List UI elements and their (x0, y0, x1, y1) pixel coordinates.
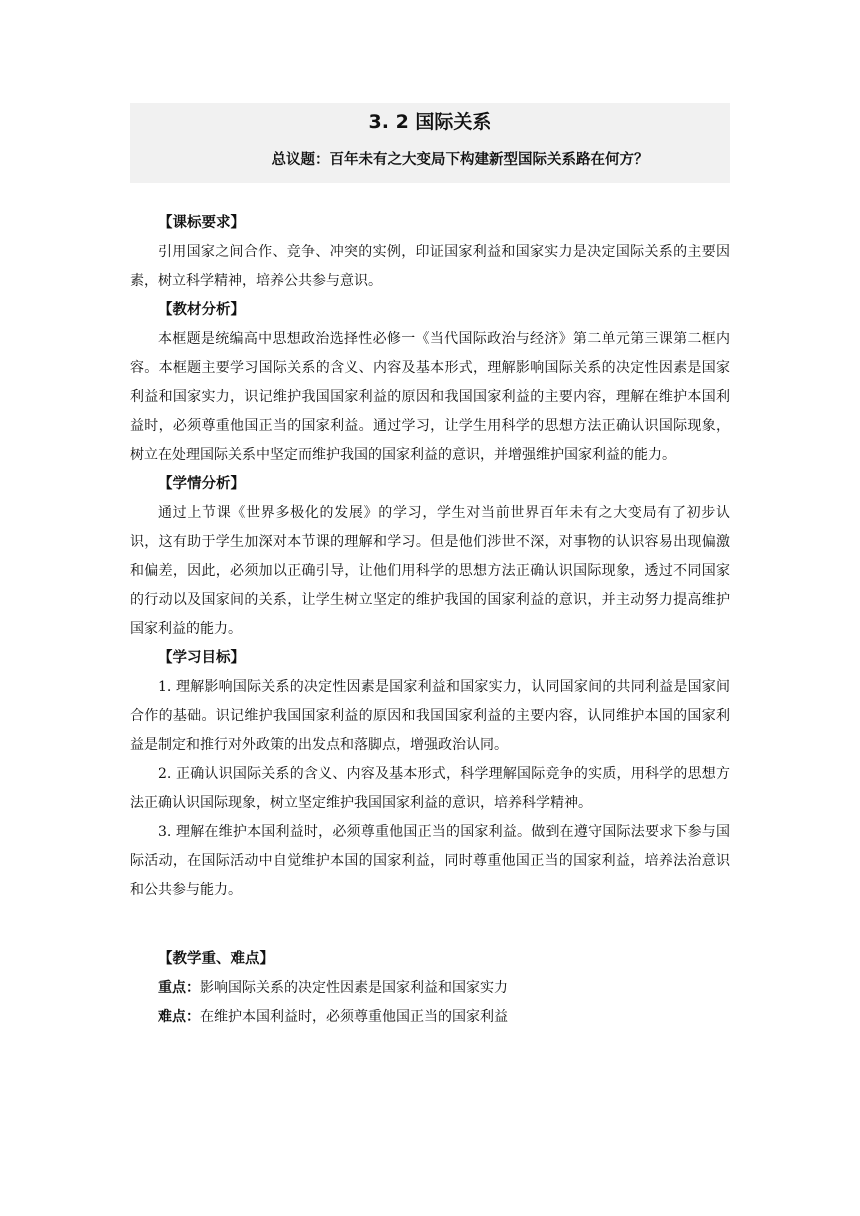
difficult-point-label: 难点： (158, 1009, 200, 1025)
page-subtitle: 总议题：百年未有之大变局下构建新型国际关系路在何方？ (271, 152, 649, 168)
section-heading: 【课标要求】 (158, 215, 245, 231)
title-banner (130, 103, 730, 183)
section-text: 通过上节课《世界多极化的发展》的学习，学生对当前世界百年未有之大变局有了初步认识，这有助于学生加深对本节课的理解和学习。但是他们涉世不深，对事物的认识容易出现偏激和偏差，因此，必须加以正确引导，让他们用科学的思想方法正确认识国际现象，透过不同国家的行动以及国家间的关系，让学生树立坚定的维护我国的国家利益的意识，并主动努力提高维护国家利益的能力。 (130, 505, 730, 637)
section-heading: 【学习目标】 (158, 650, 245, 666)
objective-item: 1. 理解影响国际关系的决定性因素是国家利益和国家实力，认同国家间的共同利益是国家间合作的基础。识记维护我国国家利益的原因和我国国家利益的主要内容，认同维护本国的国家利益是制定和推行对外政策的出发点和落脚点，增强政治认同。 (130, 679, 730, 753)
key-point-text: 影响国际关系的决定性因素是国家利益和国家实力 (200, 980, 508, 996)
section-heading: 【学情分析】 (158, 476, 245, 492)
document-page (130, 103, 730, 1032)
key-point-line (130, 974, 730, 1003)
section-curriculum-requirements (130, 209, 730, 296)
objective-item: 2. 正确认识国际关系的含义、内容及基本形式，科学理解国际竞争的实质，用科学的思想方法正确认识国际现象，树立坚定维护我国国家利益的意识，培养科学精神。 (130, 766, 730, 811)
section-text: 本框题是统编高中思想政治选择性必修一《当代国际政治与经济》第二单元第三课第二框内容。本框题主要学习国际关系的含义、内容及基本形式，理解影响国际关系的决定性因素是国家利益和国家实力，识记维护我国国家利益的原因和我国国家利益的主要内容，理解在维护本国利益时，必须尊重他国正当的国家利益。通过学习，让学生用科学的思想方法正确认识国际现象，树立在处理国际关系中坚定而维护我国的国家利益的意识，并增强维护国家利益的能力。 (130, 331, 730, 463)
section-textbook-analysis (130, 296, 730, 470)
section-student-analysis (130, 470, 730, 644)
difficult-point-text: 在维护本国利益时，必须尊重他国正当的国家利益 (200, 1009, 508, 1025)
objective-item: 3. 理解在维护本国利益时，必须尊重他国正当的国家利益。做到在遵守国际法要求下参与国际活动，在国际活动中自觉维护本国的国家利益，同时尊重他国正当的国家利益，培养法治意识和公共参与能力。 (130, 824, 730, 898)
section-heading: 【教学重、难点】 (158, 951, 274, 967)
page-title: 3. 2 国际关系 (368, 111, 492, 133)
difficult-point-line (130, 1003, 730, 1032)
section-key-difficult-points (130, 945, 730, 1032)
section-learning-objectives (130, 644, 730, 905)
section-heading: 【教材分析】 (158, 302, 245, 318)
section-text: 引用国家之间合作、竞争、冲突的实例，印证国家利益和国家实力是决定国际关系的主要因素，树立科学精神，培养公共参与意识。 (130, 244, 730, 289)
key-point-label: 重点： (158, 980, 200, 996)
